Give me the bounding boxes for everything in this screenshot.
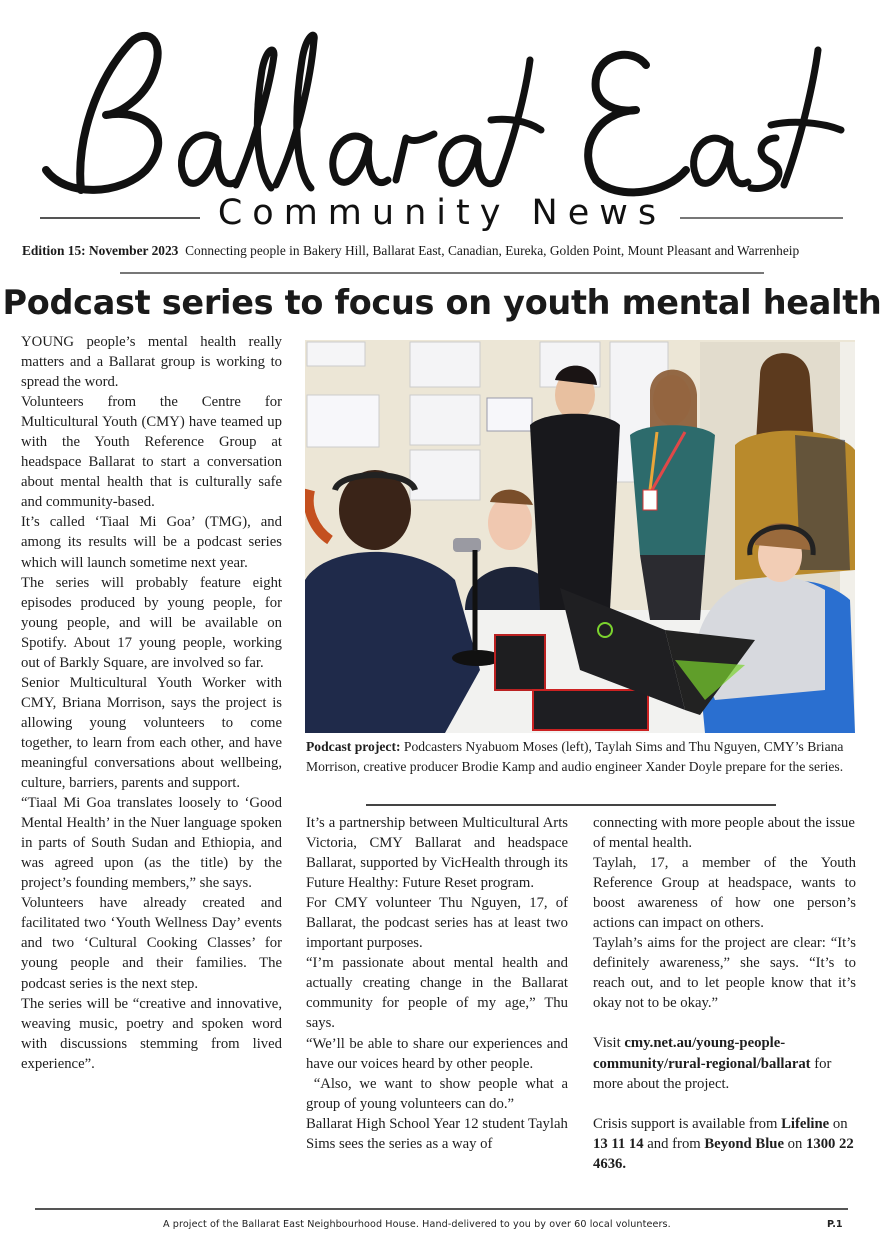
page-number: P.1 bbox=[827, 1219, 843, 1230]
caption-text: Podcasters Nyabuom Moses (left), Taylah Sims and Thu Nguyen, CMY’s Briana Morrison, creative producer Brodie Kamp and audio engineer Xander Doyle prepare for the series. bbox=[306, 739, 844, 774]
paragraph: “Also, we want to show people what a group of young volunteers can do.” bbox=[306, 1075, 572, 1112]
paragraph: YOUNG people’s mental health really matters and a Ballarat group is working to spread the word. bbox=[21, 334, 282, 391]
paragraph: For CMY volunteer Thu Nguyen, 17, of Ballarat, the podcast series has at least two important purposes. bbox=[306, 895, 568, 952]
footer-text: A project of the Ballarat East Neighbourhood House. Hand-delivered to you by over 60 local volunteers. bbox=[163, 1219, 671, 1230]
beyond-blue-name: Beyond Blue bbox=[704, 1135, 784, 1152]
paragraph: connecting with more people about the issue of mental health. bbox=[593, 815, 855, 852]
paragraph: It’s a partnership between Multicultural Arts Victoria, CMY Ballarat and headspace Ballarat, supported by VicHealth through its Future Healthy: Future Reset program. bbox=[306, 815, 568, 892]
paragraph: Ballarat High School Year 12 student Taylah Sims sees the series as a way of bbox=[306, 1115, 568, 1152]
visit-info bbox=[593, 1033, 856, 1093]
paragraph: Volunteers have already created and facilitated two ‘Youth Wellness Day’ events and two ‘Cultural Cooking Classes’ for young people and their families. The podcast series is the next step. bbox=[21, 895, 282, 992]
paragraph: The series will be “creative and innovative, weaving music, poetry and spoken word with discussions stemming from lived experience”. bbox=[21, 995, 282, 1072]
visit-prefix: Visit bbox=[593, 1035, 625, 1052]
article-headline: Podcast series to focus on youth mental health bbox=[2, 283, 882, 322]
edition-line bbox=[22, 243, 872, 259]
photo-caption bbox=[306, 737, 851, 776]
crisis-text: Crisis support is available from bbox=[593, 1115, 782, 1132]
article-column-2 bbox=[306, 813, 572, 1154]
paragraph: “We’ll be able to share our experiences and have our voices heard by other people. bbox=[306, 1035, 568, 1072]
caption-label: Podcast project: bbox=[306, 739, 401, 754]
masthead-subtitle: Community News bbox=[217, 193, 667, 233]
crisis-text: on bbox=[829, 1115, 848, 1132]
caption-divider bbox=[366, 804, 776, 806]
crisis-text: and from bbox=[643, 1135, 705, 1152]
article-column-3 bbox=[593, 813, 856, 1174]
footer-divider bbox=[35, 1208, 848, 1210]
paragraph: Taylah’s aims for the project are clear: “It’s definitely awareness,” she says. “It’s to reach out, and to let people know that it’s okay not to be okay.” bbox=[593, 935, 856, 1012]
lifeline-number: 13 11 14 bbox=[593, 1135, 644, 1152]
paragraph: Taylah, 17, a member of the Youth Reference Group at headspace, wants to boost awareness of how one person’s actions can impact on others. bbox=[593, 855, 856, 932]
masthead-logo bbox=[36, 20, 848, 205]
paragraph: Volunteers from the Centre for Multicultural Youth (CMY) have teamed up with the Youth Reference Group at headspace Ballarat to start a conversation about mental health that is culturally safe and community-based. bbox=[21, 394, 282, 511]
paragraph: “I’m passionate about mental health and actually creating change in the Ballarat community for people of my age,” Thu says. bbox=[306, 955, 568, 1032]
visit-link[interactable]: cmy.net.au/young-people-community/rural-regional/ballarat bbox=[593, 1035, 811, 1072]
paragraph: “Tiaal Mi Goa translates loosely to ‘Good Mental Health’ in the Nuer language spoken in parts of South Sudan and Ethiopia, and was agreed upon (as the title) by the project’s founding members,” she says. bbox=[21, 795, 282, 892]
paragraph: Senior Multicultural Youth Worker with CMY, Briana Morrison, says the project is allowing young volunteers to come together, to learn from each other, and have meaningful conversations about wellbeing, culture, barriers, parents and support. bbox=[21, 674, 282, 792]
crisis-support-info bbox=[593, 1114, 856, 1174]
article-photo bbox=[305, 340, 855, 733]
masthead-rule-right bbox=[680, 217, 843, 219]
crisis-text: on bbox=[783, 1135, 806, 1152]
header-divider bbox=[120, 272, 764, 274]
paragraph: It’s called ‘Tiaal Mi Goa’ (TMG), and among its results will be a podcast series which will launch sometime next year. bbox=[21, 514, 282, 571]
lifeline-name: Lifeline bbox=[781, 1115, 830, 1132]
paragraph: The series will probably feature eight episodes produced by young people, for young people, and will be available on Spotify. About 17 young people, working out of Barkly Square, are involved so far. bbox=[21, 574, 282, 671]
edition-label: Edition 15: November 2023 bbox=[22, 243, 179, 258]
visit-suffix: for more about the project. bbox=[593, 1055, 832, 1092]
beyond-blue-number: 1300 22 4636. bbox=[593, 1135, 854, 1172]
tagline: Connecting people in Bakery Hill, Ballarat East, Canadian, Eureka, Golden Point, Mount Pleasant and Warrenheip bbox=[185, 243, 800, 258]
article-column-1 bbox=[21, 332, 282, 1074]
